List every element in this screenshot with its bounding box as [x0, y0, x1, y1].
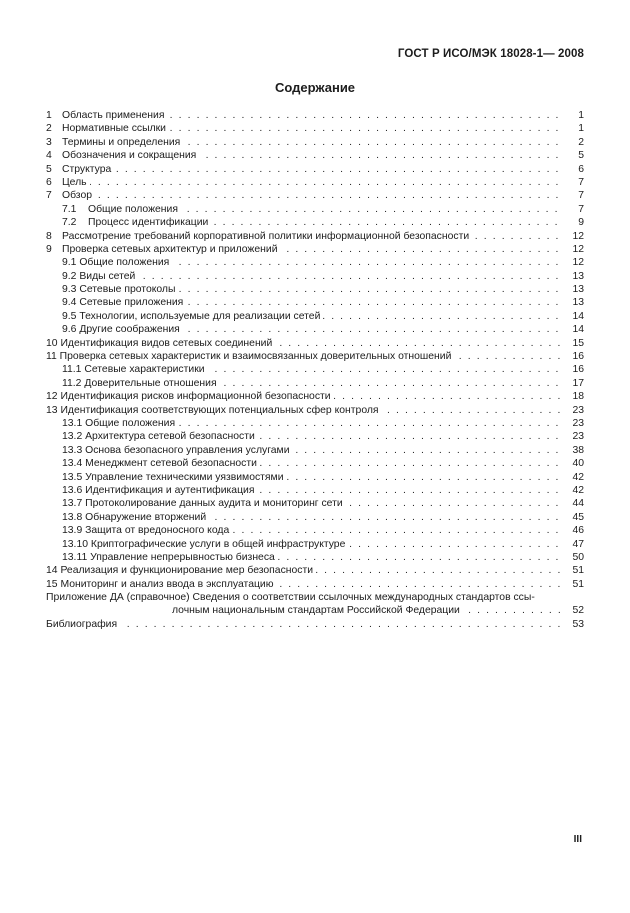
toc-entry — [46, 390, 584, 403]
toc-entry-number: 7.1 — [62, 203, 77, 215]
toc-entry-leader — [62, 109, 562, 122]
toc-entry — [46, 363, 584, 376]
toc-entry — [46, 283, 584, 296]
toc-entry-leader — [62, 471, 562, 484]
toc-entry-number: 6 — [46, 176, 52, 188]
toc-entry — [46, 538, 584, 551]
toc-entry-title: 11.1 Сетевые характеристики — [62, 364, 208, 375]
toc-entry-leader — [62, 484, 562, 497]
toc-entry — [46, 430, 584, 443]
toc-entry-title: 12 Идентификация рисков информационной безопасности — [46, 391, 334, 402]
toc-entry-page: 40 — [572, 458, 584, 470]
toc-entry — [46, 230, 584, 243]
toc-entry — [46, 511, 584, 524]
toc-entry-leader — [62, 310, 562, 323]
page-number-roman: III — [573, 834, 582, 845]
toc-entry-leader — [62, 243, 562, 256]
toc-entry-page: 46 — [572, 525, 584, 537]
toc-entry-leader — [62, 524, 562, 537]
toc-entry-title: 9.4 Сетевые приложения — [62, 297, 186, 308]
toc-entry-page: 47 — [572, 538, 584, 550]
toc-entry-title: Структура — [62, 164, 114, 175]
toc-entry-title: 14 Реализация и функционирование мер безопасности — [46, 565, 316, 576]
toc-entry — [46, 471, 584, 484]
toc-entry-number: 9 — [46, 243, 52, 255]
toc-entry-leader — [62, 538, 562, 551]
bibliography-leader — [46, 618, 562, 631]
toc-entry — [46, 444, 584, 457]
toc-entry — [46, 350, 584, 363]
toc-entry — [46, 524, 584, 537]
toc-entry-number: 1 — [46, 110, 52, 121]
toc-entry-title: 13.11 Управление непрерывностью бизнеса — [62, 552, 278, 563]
toc-entry-page: 1 — [578, 123, 584, 135]
toc-entry-page: 7 — [578, 203, 584, 215]
toc-entry-leader — [62, 256, 562, 269]
toc-entry-title: 9.2 Виды сетей — [62, 271, 138, 282]
toc-entry-page: 12 — [572, 243, 584, 255]
toc-entry-number: 7.2 — [62, 217, 77, 229]
toc-entry-number: 2 — [46, 123, 52, 135]
toc-entry-leader — [62, 417, 562, 430]
toc-entry — [46, 216, 584, 229]
toc-entry-title: Термины и определения — [62, 137, 183, 148]
toc-entry-title: 13.7 Протоколирование данных аудита и мониторинг сети — [62, 498, 346, 509]
toc-entry-leader — [62, 551, 562, 564]
toc-entry-bibliography — [46, 618, 584, 631]
toc-entry-leader — [62, 430, 562, 443]
toc-entry-page: 18 — [572, 391, 584, 403]
toc-entry-leader — [62, 189, 562, 202]
toc-entry — [46, 310, 584, 323]
toc-entry-page: 1 — [578, 110, 584, 121]
toc-entry-title: 13.1 Общие положения — [62, 418, 178, 429]
toc-entry — [46, 497, 584, 510]
annex-title-line1: Приложение ДА (справочное) Сведения о соответствии ссылочных международных стандартов ссы- — [46, 592, 535, 604]
toc-entry-title: 9.5 Технологии, используемые для реализации сетей — [62, 311, 323, 322]
toc-entry-number: 3 — [46, 136, 52, 148]
toc-entry-number: 7 — [46, 190, 52, 202]
toc-entry-leader — [62, 511, 562, 524]
toc-entry-title: 13.8 Обнаружение вторжений — [62, 512, 209, 523]
toc-entry — [46, 457, 584, 470]
toc-entry — [46, 337, 584, 350]
toc-entry-title: 10 Идентификация видов сетевых соединений — [46, 338, 275, 349]
toc-entry-page: 51 — [572, 565, 584, 577]
toc-entry-number: 4 — [46, 150, 52, 162]
annex-page: 52 — [572, 605, 584, 617]
toc-entry-title: Обзор — [62, 190, 95, 201]
toc-entry-leader — [46, 390, 562, 403]
toc-entry-title: 13.2 Архитектура сетевой безопасности — [62, 431, 258, 442]
toc-entry-leader — [62, 230, 562, 243]
toc-entry-page: 50 — [572, 551, 584, 563]
toc-entry-page: 6 — [578, 163, 584, 175]
toc-entry-page: 2 — [578, 136, 584, 148]
toc-entry-page: 5 — [578, 150, 584, 162]
toc-entry-page: 51 — [572, 578, 584, 590]
toc-entry-title: 9.1 Общие положения — [62, 257, 172, 268]
toc-entry — [46, 203, 584, 216]
toc-entry-title: 13.6 Идентификация и аутентификация — [62, 485, 257, 496]
toc-entry — [46, 176, 584, 189]
page-title: Содержание — [274, 80, 356, 95]
toc-entry-page: 23 — [572, 417, 584, 429]
toc-entry-title: Процесс идентификации — [88, 217, 211, 228]
toc-entry-title: Рассмотрение требований корпоративной политики информационной безопасности — [62, 231, 472, 242]
toc-entry — [46, 189, 584, 202]
toc-entry — [46, 323, 584, 336]
toc-entry-leader — [46, 337, 562, 350]
toc-entry — [46, 404, 584, 417]
toc-entry-page: 23 — [572, 404, 584, 416]
toc-entry-page: 14 — [572, 310, 584, 322]
toc-entry-leader — [62, 270, 562, 283]
toc-entry-page: 13 — [572, 284, 584, 296]
toc-entry-leader — [46, 404, 562, 417]
toc-entry — [46, 163, 584, 176]
toc-entry-title: Обозначения и сокращения — [62, 150, 199, 161]
annex-leader — [172, 604, 562, 617]
toc-entry-page: 9 — [578, 217, 584, 229]
toc-entry-title: 11 Проверка сетевых характеристик и взаимосвязанных доверительных отношений — [46, 351, 454, 362]
toc-entry-page: 38 — [572, 444, 584, 456]
toc-entry-title: Проверка сетевых архитектур и приложений — [62, 244, 281, 255]
toc-entry-title: 11.2 Доверительные отношения — [62, 378, 220, 389]
toc-entry — [46, 578, 584, 591]
bibliography-page: 53 — [572, 618, 584, 630]
toc-entry-page: 44 — [572, 498, 584, 510]
toc-entry-title: 13.5 Управление техническими уязвимостями — [62, 472, 287, 483]
toc-entry-number: 8 — [46, 230, 52, 242]
toc-entry — [46, 243, 584, 256]
toc-entry-leader — [62, 363, 562, 376]
toc-entry-page: 16 — [572, 351, 584, 363]
toc-entry-page: 17 — [572, 377, 584, 389]
toc-entry-page: 14 — [572, 324, 584, 336]
toc-entry — [46, 270, 584, 283]
toc-entry-title: 13.10 Криптографические услуги в общей инфраструктуре — [62, 539, 348, 550]
toc-entry-leader — [62, 497, 562, 510]
toc-entry-page: 42 — [572, 471, 584, 483]
toc-entry — [46, 296, 584, 309]
toc-entry-page: 23 — [572, 431, 584, 443]
toc-entry-title: 15 Мониторинг и анализ ввода в эксплуатацию — [46, 579, 277, 590]
toc-entry-annex — [46, 591, 584, 618]
toc-entry-leader — [62, 283, 562, 296]
toc-entry-title: 13.9 Защита от вредоносного кода — [62, 525, 232, 536]
toc-entry-page: 7 — [578, 190, 584, 202]
toc-entry-leader — [88, 203, 562, 216]
toc-entry-page: 7 — [578, 176, 584, 188]
toc-entry — [46, 551, 584, 564]
toc-entry — [46, 417, 584, 430]
toc-entry-title: Нормативные ссылки — [62, 123, 169, 134]
toc-entry-page: 12 — [572, 230, 584, 242]
toc-entry-title: 13.4 Менеджмент сетевой безопасности — [62, 458, 260, 469]
toc-entry — [46, 484, 584, 497]
document-standard-header: ГОСТ Р ИСО/МЭК 18028-1— 2008 — [397, 48, 584, 60]
toc-entry-page: 13 — [572, 270, 584, 282]
toc-entry-title: 9.3 Сетевые протоколы — [62, 284, 178, 295]
toc-entry-title: Область применения — [62, 110, 167, 121]
toc-entry — [46, 377, 584, 390]
toc-entry-title: Цель — [62, 177, 90, 188]
toc-entry-title: 13 Идентификация соответствующих потенциальных сфер контроля — [46, 405, 382, 416]
toc-entry-page: 13 — [572, 297, 584, 309]
toc-entry-leader — [46, 350, 562, 363]
toc-entry-leader — [46, 564, 562, 577]
toc-entry-title: Общие положения — [88, 204, 181, 215]
toc-entry — [46, 256, 584, 269]
toc-entry-title: 9.6 Другие соображения — [62, 324, 183, 335]
toc-entry-leader — [62, 323, 562, 336]
toc-entry-leader — [62, 176, 562, 189]
toc-entry-leader — [62, 377, 562, 390]
toc-entry-page: 12 — [572, 257, 584, 269]
annex-title-line2: лочным национальным стандартам Российской Федерации — [172, 605, 463, 616]
toc-entry-page: 42 — [572, 484, 584, 496]
toc-entry-leader — [62, 149, 562, 162]
bibliography-title: Библиография — [46, 619, 120, 630]
toc-entry — [46, 136, 584, 149]
toc-entry-leader — [46, 578, 562, 591]
toc-entry-leader — [62, 444, 562, 457]
toc-entry-leader — [62, 163, 562, 176]
toc-entry-leader — [62, 122, 562, 135]
toc-entry-title: 13.3 Основа безопасного управления услугами — [62, 445, 293, 456]
toc-entry-number: 5 — [46, 163, 52, 175]
toc-entry-leader — [88, 216, 562, 229]
toc-entry-page: 16 — [572, 364, 584, 376]
toc-entry-leader — [62, 296, 562, 309]
toc-entry-page: 15 — [572, 337, 584, 349]
table-of-contents — [46, 109, 584, 631]
toc-entry-page: 45 — [572, 511, 584, 523]
toc-entry-leader — [62, 457, 562, 470]
toc-entry — [46, 122, 584, 135]
toc-entry — [46, 564, 584, 577]
toc-entry — [46, 109, 584, 122]
toc-entry — [46, 149, 584, 162]
toc-entry-leader — [62, 136, 562, 149]
